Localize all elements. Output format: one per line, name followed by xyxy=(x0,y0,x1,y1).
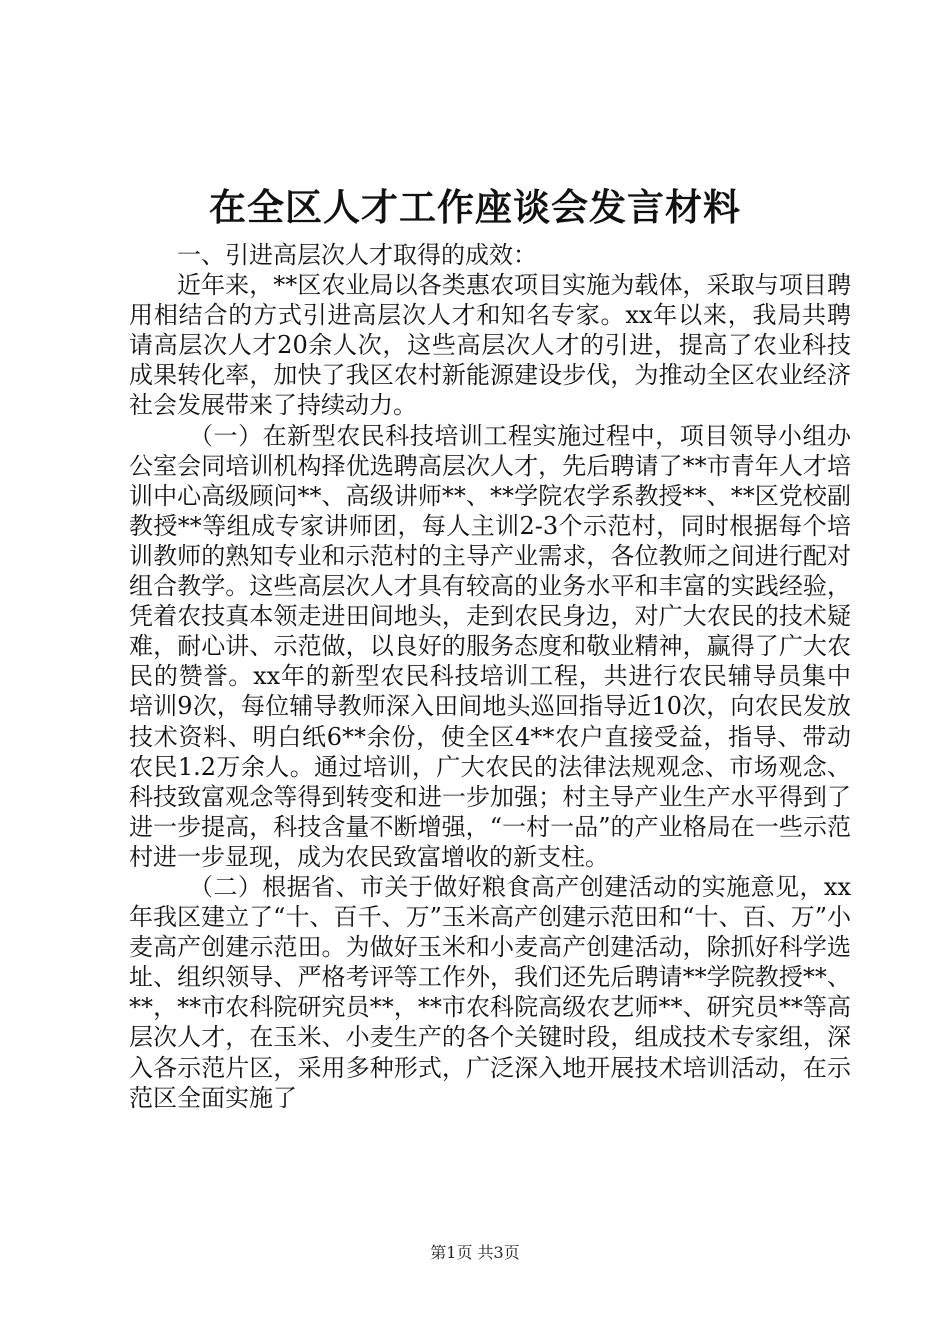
section-heading: 一、引进高层次人才取得的成效： xyxy=(177,241,537,269)
page-total: 共3页 xyxy=(477,1243,520,1262)
page-number: 第1页 xyxy=(430,1243,473,1262)
document-title: 在全区人才工作座谈会发言材料 xyxy=(209,186,741,229)
document-body xyxy=(129,240,851,1113)
body-paragraph: （一）在新型农民科技培训工程实施过程中，项目领导小组办公室会同培训机构择优选聘高层次人才，先后聘请了**市青年人才培训中心高级顾问**、高级讲师**、**学院农学系教授**、**区党校副教授**等组成专家讲师团，每人主训2-3个示范村，同时根据每个培训教师的熟知专业和示范村的主导产业需求，各位教师之间进行配对组合教学。这些高层次人才具有较高的业务水平和丰富的实践经验，凭着农技真本领走进田间地头，走到农民身边，对广大农民的技术疑难，耐心讲、示范做，以良好的服务态度和敬业精神，赢得了广大农民的赞誉。xx年的新型农民科技培训工程，共进行农民辅导员集中培训9次，每位辅导教师深入田间地头巡回指导近10次，向农民发放技术资料、明白纸6**余份，使全区4**农户直接受益，指导、带动农民1.2万余人。通过培训，广大农民的法律法规观念、市场观念、科技致富观念等得到转变和进一步加强；村主导产业生产水平得到了进一步提高，科技含量不断增强，“一村一品”的产业格局在一些示范村进一步显现，成为农民致富增收的新支柱。 xyxy=(129,421,851,871)
body-paragraph: （二）根据省、市关于做好粮食高产创建活动的实施意见，xx年我区建立了“十、百千、万”玉米高产创建示范田和“十、百、万”小麦高产创建示范田。为做好玉米和小麦高产创建活动，除抓好科学选址、组织领导、严格考评等工作外，我们还先后聘请**学院教授**、**，**市农科院研究员**，**市农科院高级农艺师**、研究员**等高层次人才，在玉米、小麦生产的各个关键时段，组成技术专家组，深入各示范片区，采用多种形式，广泛深入地开展技术培训活动，在示范区全面实施了 xyxy=(129,872,851,1112)
page-footer xyxy=(0,1242,950,1264)
body-paragraph: 近年来，**区农业局以各类惠农项目实施为载体，采取与项目聘用相结合的方式引进高层次人才和知名专家。xx年以来，我局共聘请高层次人才20余人次，这些高层次人才的引进，提高了农业科技成果转化率，加快了我区农村新能源建设步伐，为推动全区农业经济社会发展带来了持续动力。 xyxy=(129,271,851,420)
